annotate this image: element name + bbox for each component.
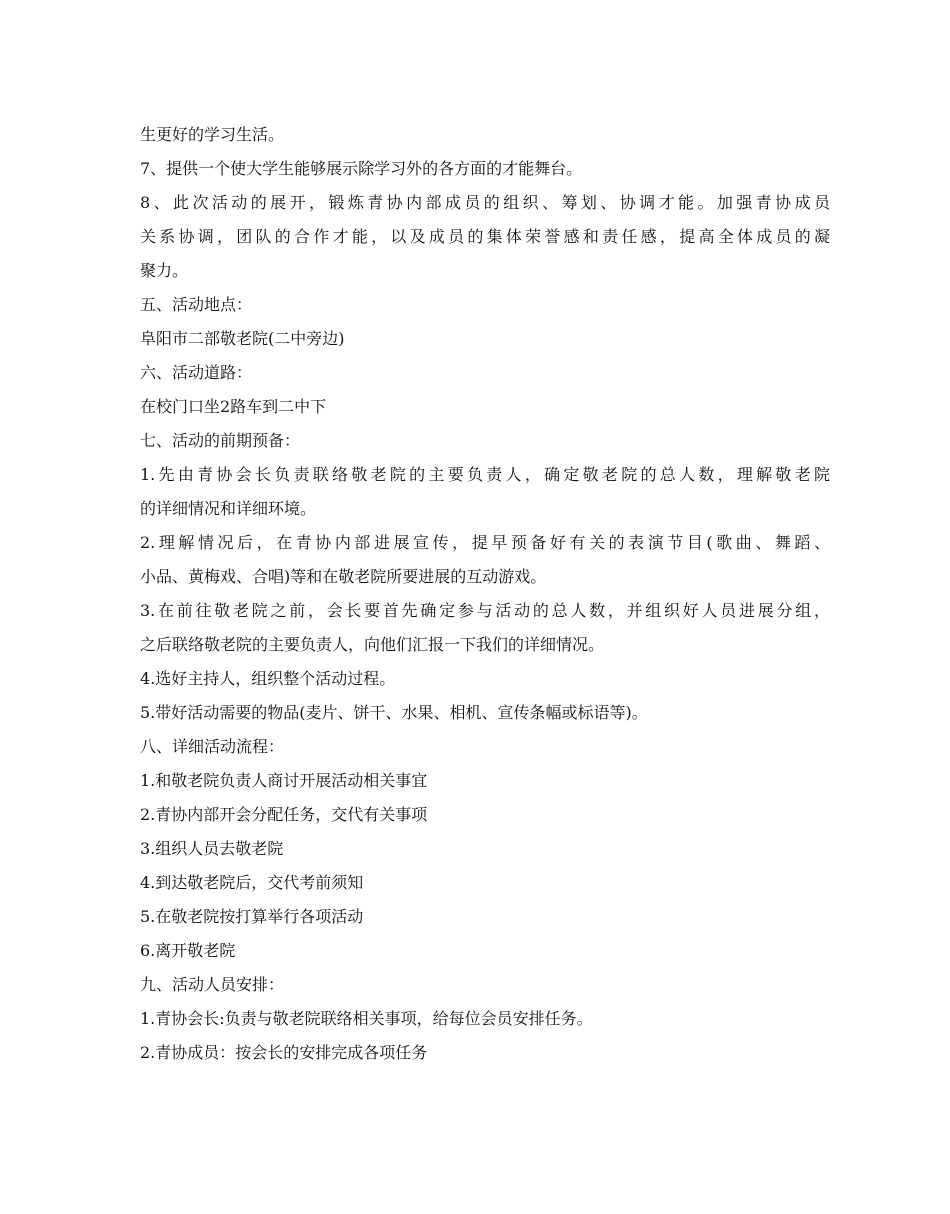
text-line: 1.和敬老院负责人商讨开展活动相关事宜 xyxy=(140,771,428,790)
text-line: 小品、黄梅戏、合唱)等和在敬老院所要进展的互动游戏。 xyxy=(140,567,547,586)
text-line: 3.在前往敬老院之前，会长要首先确定参与活动的总人数，并组织好人员进展分组， xyxy=(140,601,830,620)
text-line: 4.选好主持人，组织整个活动过程。 xyxy=(140,669,396,688)
document-body xyxy=(140,118,830,1070)
text-line: 九、活动人员安排： xyxy=(140,975,285,994)
text-line: 关系协调，团队的合作才能，以及成员的集体荣誉感和责任感，提高全体成员的凝 xyxy=(140,227,830,246)
text-line: 聚力。 xyxy=(140,261,189,280)
text-line: 2.青协内部开会分配任务，交代有关事项 xyxy=(140,805,428,824)
text-line: 阜阳市二部敬老院(二中旁边) xyxy=(140,329,345,348)
text-line: 3.组织人员去敬老院 xyxy=(140,839,284,858)
text-line: 1.青协会长:负责与敬老院联络相关事项，给每位会员安排任务。 xyxy=(140,1009,593,1028)
text-line: 4.到达敬老院后，交代考前须知 xyxy=(140,873,364,892)
text-line: 8、此次活动的展开，锻炼青协内部成员的组织、筹划、协调才能。加强青协成员 xyxy=(140,193,830,212)
text-line: 在校门口坐2路车到二中下 xyxy=(140,397,327,416)
text-line: 1.先由青协会长负责联络敬老院的主要负责人，确定敬老院的总人数，理解敬老院 xyxy=(140,465,830,484)
text-line: 5.在敬老院按打算举行各项活动 xyxy=(140,907,364,926)
text-line: 八、详细活动流程： xyxy=(140,737,285,756)
text-line: 2.青协成员：按会长的安排完成各项任务 xyxy=(140,1043,428,1062)
text-line: 2.理解情况后，在青协内部进展宣传，提早预备好有关的表演节目(歌曲、舞蹈、 xyxy=(140,533,830,552)
text-line: 的详细情况和详细环境。 xyxy=(140,499,317,518)
text-line: 6.离开敬老院 xyxy=(140,941,236,960)
text-line: 之后联络敬老院的主要负责人，向他们汇报一下我们的详细情况。 xyxy=(140,635,605,654)
text-line: 7、提供一个使大学生能够展示除学习外的各方面的才能舞台。 xyxy=(140,159,583,178)
text-line: 七、活动的前期预备： xyxy=(140,431,301,450)
text-line: 生更好的学习生活。 xyxy=(140,125,285,144)
text-line: 六、活动道路： xyxy=(140,363,253,382)
text-line: 五、活动地点： xyxy=(140,295,253,314)
text-line: 5.带好活动需要的物品(麦片、饼干、水果、相机、宣传条幅或标语等)。 xyxy=(140,703,648,722)
